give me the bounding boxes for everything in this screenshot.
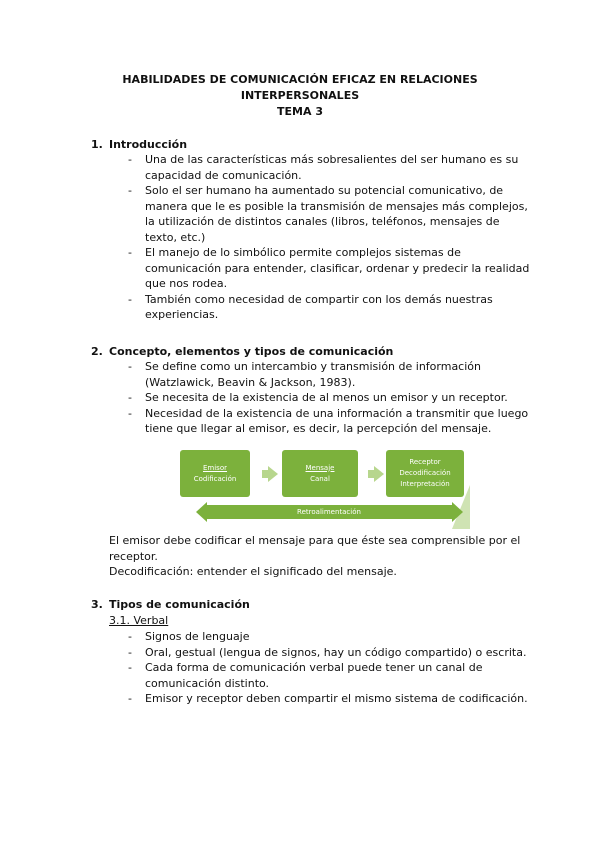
section-3-number: 3.	[91, 598, 103, 611]
arrow-right-icon	[452, 502, 463, 522]
section-1-title: Introducción	[109, 138, 188, 151]
emisor-box	[180, 450, 250, 497]
list-item: - El manejo de lo simbólico permite complejos sistemas de comunicación para entender, clasificar, ordenar y predecir la realidad que nos rodea.	[128, 246, 530, 290]
list-item: - Signos de lenguaje	[128, 630, 250, 643]
codificacion-label: Codificación	[193, 474, 237, 483]
subsection-verbal: 3.1. Verbal	[109, 614, 169, 627]
paragraph-decodificacion: Decodificación: entender el significado del mensaje.	[109, 565, 397, 578]
title-line-2: INTERPERSONALES	[240, 89, 360, 102]
section-3-title: Tipos de comunicación	[109, 598, 250, 611]
paragraph-emisor: El emisor debe codificar el mensaje para que éste sea comprensible por el receptor.	[109, 534, 521, 563]
section-3-list	[128, 629, 530, 707]
arrow-right-icon	[374, 466, 384, 482]
interpretacion-label: Interpretación	[400, 480, 450, 488]
list-item: - Oral, gestual (lengua de signos, hay un código compartido) o escrita.	[128, 645, 527, 659]
section-1-heading	[91, 137, 187, 152]
decodificacion-label: Decodificación	[399, 469, 451, 477]
mensaje-label: Mensaje	[305, 463, 335, 472]
emisor-label: Emisor	[203, 463, 227, 472]
section-2-number: 2.	[91, 345, 103, 358]
title-line-1: HABILIDADES DE COMUNICACIÓN EFICAZ EN RELACIONES	[122, 73, 478, 86]
title-line-3: TEMA 3	[277, 105, 323, 118]
canal-label: Canal	[310, 474, 330, 483]
list-item: - Solo el ser humano ha aumentado su potencial comunicativo, de manera que le es posible la transmisión de mensajes más complejos, la utilización de distintos canales (libros, teléfonos, mensajes de texto, etc.)	[128, 184, 528, 244]
list-item: - Cada forma de comunicación verbal puede tener un canal de comunicación distinto.	[128, 661, 483, 690]
section-3-heading	[91, 597, 250, 612]
arrow-right-icon	[268, 466, 278, 482]
list-item: - Una de las características más sobresalientes del ser humano es su capacidad de comunicación.	[128, 153, 519, 182]
list-item: - También como necesidad de compartir con los demás nuestras experiencias.	[128, 292, 493, 321]
section-2-title: Concepto, elementos y tipos de comunicación	[109, 345, 394, 358]
list-item: - Necesidad de la existencia de una información a transmitir que luego tiene que llegar al emisor, es decir, la percepción del mensaje.	[128, 406, 529, 435]
list-item: - Emisor y receptor deben compartir el mismo sistema de codificación.	[128, 692, 528, 705]
section-1-list	[128, 152, 530, 323]
list-item: - Se necesita de la existencia de al menos un emisor y un receptor.	[128, 391, 508, 404]
section-2-list	[128, 359, 530, 437]
section-2-heading	[91, 344, 393, 359]
retroalimentacion-arrow: Retroalimentación	[206, 505, 452, 519]
communication-diagram	[178, 447, 470, 529]
mensaje-box	[282, 450, 358, 497]
receptor-label: Receptor	[409, 458, 441, 466]
section-1-number: 1.	[91, 138, 103, 151]
list-item: - Se define como un intercambio y transmisión de información (Watzlawick, Beavin & Jackson, 1983).	[128, 360, 481, 389]
